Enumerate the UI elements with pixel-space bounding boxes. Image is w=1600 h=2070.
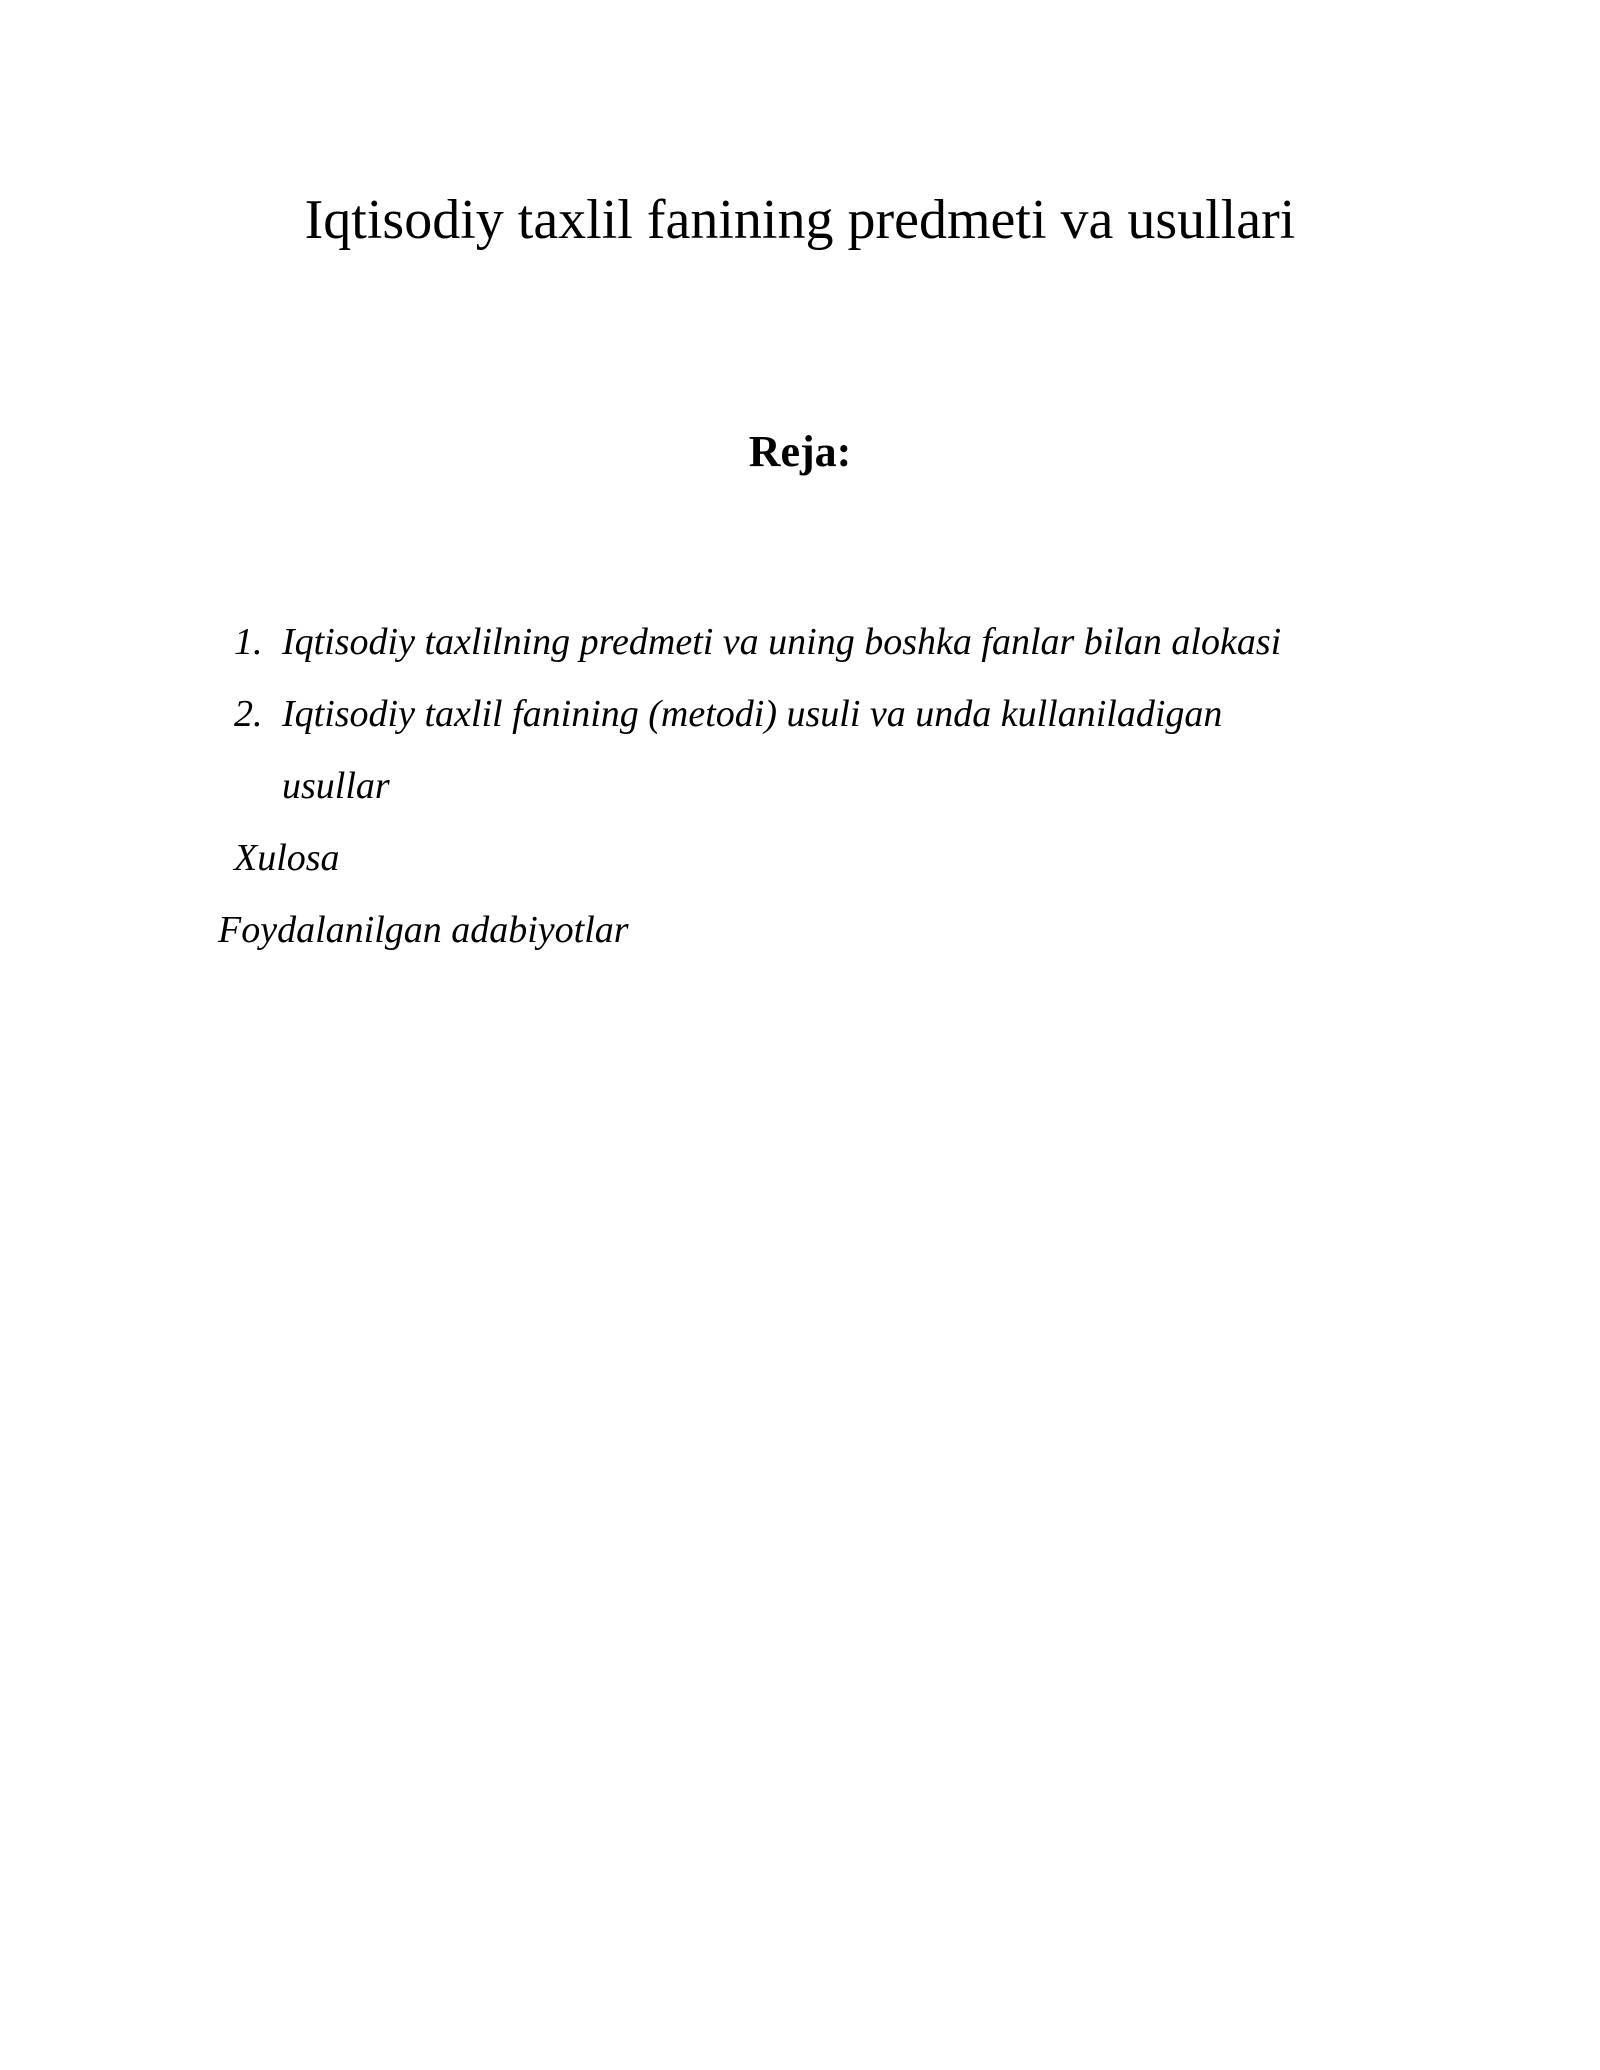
plan-item-number: 1.	[234, 621, 263, 663]
conclusion-entry: Xulosa	[234, 837, 340, 879]
plan-heading: Reja:	[748, 427, 852, 476]
plan-item-number: 2.	[234, 693, 263, 735]
document-title: Iqtisodiy taxlil fanining predmeti va usullari	[304, 189, 1296, 251]
references-entry: Foydalanilgan adabiyotlar	[218, 909, 629, 951]
plan-item-text: Iqtisodiy taxlilning predmeti va uning boshka fanlar bilan alokasi	[282, 621, 1282, 663]
plan-item-text-continuation: usullar	[282, 765, 390, 807]
plan-item-text: Iqtisodiy taxlil fanining (metodi) usuli va unda kullaniladigan	[282, 693, 1223, 735]
